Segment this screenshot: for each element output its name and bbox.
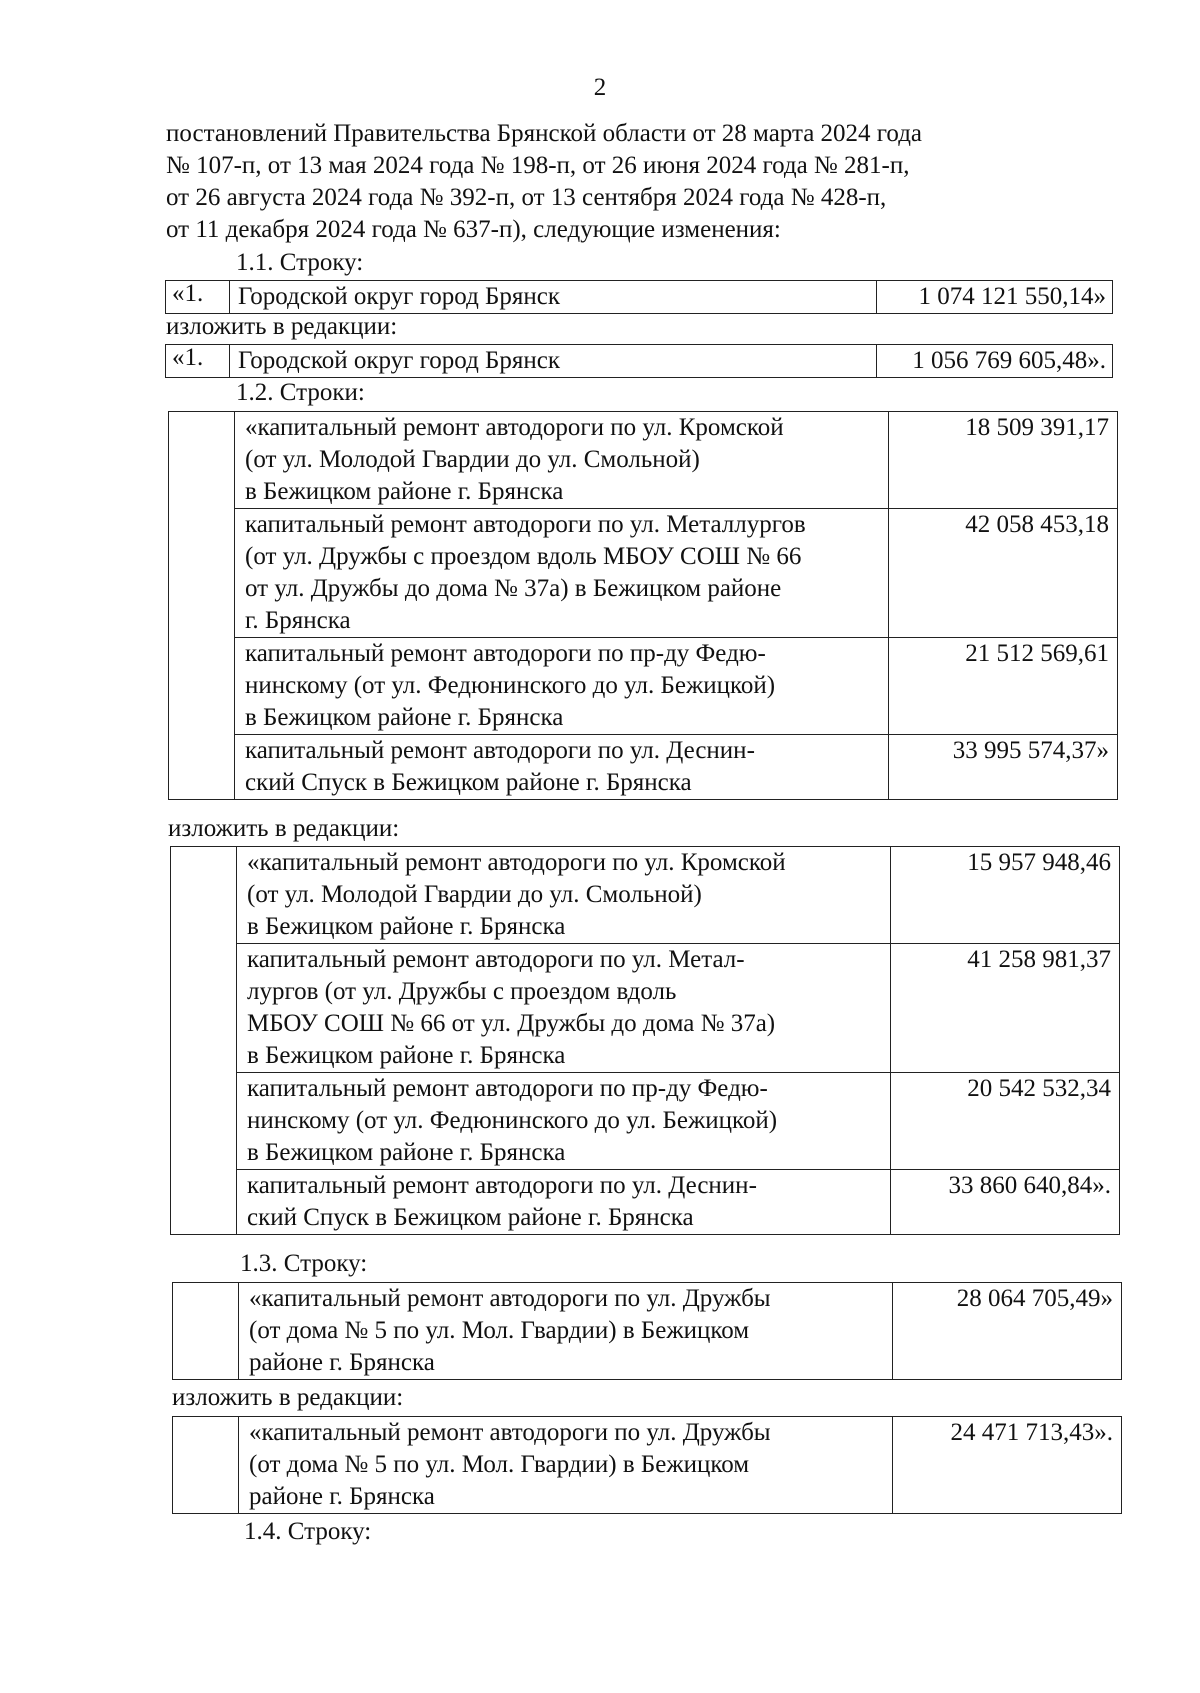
row-name: Городской округ город Брянск (230, 345, 877, 378)
section-1-1-heading: 1.1. Строку: (236, 249, 364, 276)
description-line: ский Спуск в Бежицком районе г. Брянска (245, 769, 692, 796)
description-line: (от дома № 5 по ул. Мол. Гвардии) в Бежицком (249, 1317, 750, 1344)
row-value: 1 074 121 550,14» (877, 281, 1113, 314)
page-number: 2 (593, 74, 607, 101)
table-row (173, 1283, 1122, 1380)
row-description (235, 509, 889, 638)
table-row (173, 1417, 1122, 1514)
empty-number-cell (169, 412, 235, 800)
row-number: «1. (166, 281, 230, 314)
row-value: 41 258 981,37 (891, 944, 1120, 1073)
table-row (169, 412, 1118, 509)
row-value: 28 064 705,49» (893, 1283, 1122, 1380)
description-line: капитальный ремонт автодороги по ул. Металлургов (245, 511, 806, 538)
row-value: 18 509 391,17 (889, 412, 1118, 509)
section-1-1-old-table (165, 280, 1113, 314)
row-value: 20 542 532,34 (891, 1073, 1120, 1170)
section-1-1-new-table (165, 344, 1113, 378)
row-value: 33 995 574,37» (889, 735, 1118, 800)
description-line: нинскому (от ул. Федюнинского до ул. Бежицкой) (247, 1107, 778, 1134)
description-line: в Бежицком районе г. Брянска (245, 478, 564, 505)
row-description (235, 412, 889, 509)
description-line: в Бежицком районе г. Брянска (245, 704, 564, 731)
description-line: районе г. Брянска (249, 1349, 435, 1376)
row-description (237, 847, 891, 944)
section-1-3-new-table (172, 1416, 1122, 1514)
table-row (171, 944, 1120, 1073)
empty-number-cell (171, 847, 237, 1235)
row-value: 33 860 640,84». (891, 1170, 1120, 1235)
row-description (239, 1417, 893, 1514)
intro-line: № 107-п, от 13 мая 2024 года № 198-п, от 26 июня 2024 года № 281-п, (166, 152, 910, 179)
description-line: (от ул. Молодой Гвардии до ул. Смольной) (245, 446, 700, 473)
description-line: «капитальный ремонт автодороги по ул. Кромской (247, 849, 786, 876)
description-line: «капитальный ремонт автодороги по ул. Дружбы (249, 1419, 771, 1446)
description-line: «капитальный ремонт автодороги по ул. Кромской (245, 414, 784, 441)
section-1-1-change-label: изложить в редакции: (166, 313, 398, 340)
description-line: капитальный ремонт автодороги по ул. Деснин- (245, 737, 755, 764)
description-line: нинскому (от ул. Федюнинского до ул. Бежицкой) (245, 672, 776, 699)
row-description (239, 1283, 893, 1380)
section-1-3-change-label: изложить в редакции: (172, 1384, 404, 1411)
description-line: районе г. Брянска (249, 1483, 435, 1510)
description-line: капитальный ремонт автодороги по пр-ду Федю- (247, 1075, 768, 1102)
description-line: г. Брянска (245, 607, 351, 634)
row-number: «1. (166, 345, 230, 378)
section-1-2-new-table (170, 846, 1120, 1235)
section-1-2-heading: 1.2. Строки: (236, 379, 365, 406)
row-description (235, 638, 889, 735)
row-value: 1 056 769 605,48». (877, 345, 1113, 378)
description-line: капитальный ремонт автодороги по ул. Деснин- (247, 1172, 757, 1199)
description-line: (от ул. Дружбы с проездом вдоль МБОУ СОШ № 66 (245, 543, 802, 570)
row-name: Городской округ город Брянск (230, 281, 877, 314)
intro-line: от 11 декабря 2024 года № 637-п), следующие изменения: (166, 216, 781, 243)
row-description (237, 944, 891, 1073)
table-row (169, 735, 1118, 800)
description-line: в Бежицком районе г. Брянска (247, 1042, 566, 1069)
description-line: «капитальный ремонт автодороги по ул. Дружбы (249, 1285, 771, 1312)
table-row (166, 281, 1113, 314)
row-value: 42 058 453,18 (889, 509, 1118, 638)
description-line: капитальный ремонт автодороги по пр-ду Федю- (245, 640, 766, 667)
table-row (169, 509, 1118, 638)
table-row (166, 345, 1113, 378)
section-1-3-old-table (172, 1282, 1122, 1380)
description-line: капитальный ремонт автодороги по ул. Метал- (247, 946, 745, 973)
row-description (237, 1073, 891, 1170)
row-value: 21 512 569,61 (889, 638, 1118, 735)
description-line: лургов (от ул. Дружбы с проездом вдоль (247, 978, 677, 1005)
description-line: от ул. Дружбы до дома № 37а) в Бежицком районе (245, 575, 782, 602)
section-1-2-change-label: изложить в редакции: (168, 815, 400, 842)
table-row (171, 1170, 1120, 1235)
intro-line: постановлений Правительства Брянской области от 28 марта 2024 года (166, 120, 923, 147)
section-1-2-old-table (168, 411, 1118, 800)
section-1-3-heading: 1.3. Строку: (240, 1250, 368, 1277)
table-row (169, 638, 1118, 735)
empty-number-cell (173, 1283, 239, 1380)
description-line: в Бежицком районе г. Брянска (247, 913, 566, 940)
description-line: (от ул. Молодой Гвардии до ул. Смольной) (247, 881, 702, 908)
row-description (235, 735, 889, 800)
intro-line: от 26 августа 2024 года № 392-п, от 13 сентября 2024 года № 428-п, (166, 184, 887, 211)
row-description (237, 1170, 891, 1235)
description-line: (от дома № 5 по ул. Мол. Гвардии) в Бежицком (249, 1451, 750, 1478)
table-row (171, 847, 1120, 944)
section-1-4-heading: 1.4. Строку: (244, 1518, 372, 1545)
description-line: ский Спуск в Бежицком районе г. Брянска (247, 1204, 694, 1231)
row-value: 15 957 948,46 (891, 847, 1120, 944)
table-row (171, 1073, 1120, 1170)
description-line: МБОУ СОШ № 66 от ул. Дружбы до дома № 37а) (247, 1010, 776, 1037)
description-line: в Бежицком районе г. Брянска (247, 1139, 566, 1166)
empty-number-cell (173, 1417, 239, 1514)
row-value: 24 471 713,43». (893, 1417, 1122, 1514)
intro-paragraph (166, 118, 1112, 246)
